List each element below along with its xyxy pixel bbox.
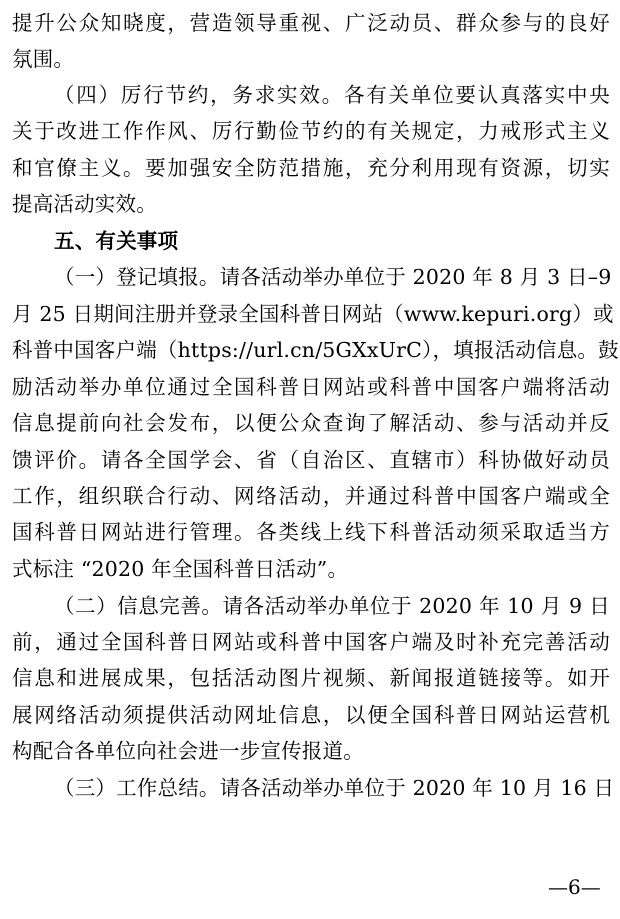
- body-line: 展网络活动须提供活动网址信息，以便全国科普日网站运营机: [12, 703, 610, 727]
- body-line: 提高活动实效。: [12, 192, 157, 216]
- body-line: （一）登记填报。请各活动举办单位于 2020 年 8 月 3 日–9: [54, 265, 612, 289]
- body-line: 关于改进工作作风、厉行勤俭节约的有关规定，力戒形式主义: [12, 119, 610, 143]
- body-line: 提升公众知晓度，营造领导重视、广泛动员、群众参与的良好: [12, 11, 610, 35]
- body-line: （四）厉行节约，务求实效。各有关单位要认真落实中央: [54, 83, 610, 107]
- body-line: 前，通过全国科普日网站或科普中国客户端及时补充完善活动: [12, 630, 610, 654]
- page-number: —6—: [548, 875, 601, 899]
- body-line: 信息和进展成果，包括活动图片视频、新闻报道链接等。如开: [12, 666, 610, 690]
- body-line: 励活动举办单位通过全国科普日网站或科普中国客户端将活动: [12, 375, 610, 399]
- body-line: 工作，组织联合行动、网络活动，并通过科普中国客户端或全: [12, 484, 610, 508]
- body-line: 月 25 日期间注册并登录全国科普日网站（www.kepuri.org）或: [12, 302, 614, 326]
- body-line: 国科普日网站进行管理。各类线上线下科普活动须采取适当方: [12, 520, 610, 544]
- section-heading: 五、有关事项: [54, 229, 179, 253]
- body-line: 科普中国客户端（https://url.cn/5GXxUrC），填报活动信息。鼓: [12, 338, 619, 362]
- body-line: （三）工作总结。请各活动举办单位于 2020 年 10 月 16 日: [54, 776, 615, 800]
- body-line: 信息提前向社会发布，以便公众查询了解活动、参与活动并反: [12, 411, 610, 435]
- body-line: （二）信息完善。请各活动举办单位于 2020 年 10 月 9 日: [54, 594, 610, 618]
- body-line: 和官僚主义。要加强安全防范措施，充分利用现有资源，切实: [12, 156, 610, 180]
- body-line: 馈评价。请各全国学会、省（自治区、直辖市）科协做好动员: [12, 448, 610, 472]
- body-line: 氛围。: [12, 47, 75, 71]
- body-line: 构配合各单位向社会进一步宣传报道。: [12, 739, 364, 763]
- body-line: 式标注 “2020 年全国科普日活动”。: [12, 557, 349, 581]
